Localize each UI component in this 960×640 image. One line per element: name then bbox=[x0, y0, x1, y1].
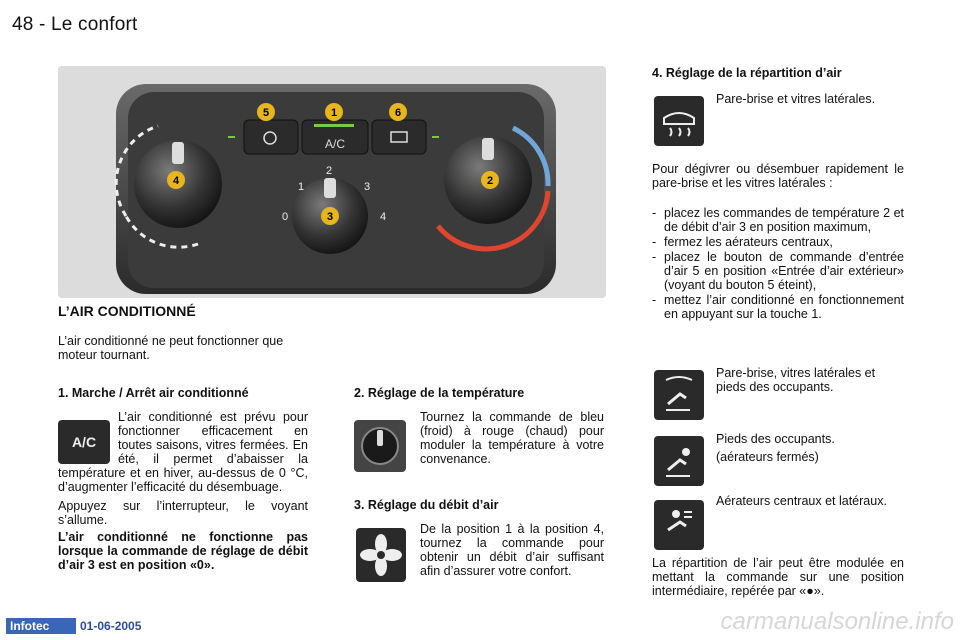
infotec-logo: Infotec bbox=[6, 618, 76, 634]
demist-step-3: - placez le bouton de commande d’entrée d’air 5 en position «Entrée d’air extérieur» (voyant du bouton 5 éteint), bbox=[652, 250, 904, 292]
demist-intro: Pour dégivrer ou désembuer rapidement le pare-brise et les vitres latérales : bbox=[652, 162, 904, 190]
section4-title: 4. Réglage de la répartition d’air bbox=[652, 66, 842, 80]
fan-icon bbox=[356, 528, 406, 582]
intro-title: L’AIR CONDITIONNÉ bbox=[58, 303, 196, 319]
section1-title: 1. Marche / Arrêt air conditionné bbox=[58, 386, 249, 400]
watermark: carmanualsonline.info bbox=[720, 608, 954, 635]
callout-6: 6 bbox=[394, 107, 402, 119]
ac-button-label: A/C bbox=[324, 137, 346, 151]
section1-paragraph-2: Appuyez sur l’interrupteur, le voyant s’allume. bbox=[58, 499, 308, 527]
section1-paragraph-1: L’air conditionné est prévu pour fonctionner efficacement en toutes saisons, vitres fermées. En été, il permet d’abaisser la température et en hiver, au-dessus de 0 °C, d’augmenter l’efficacité du désembuage. bbox=[58, 410, 308, 494]
mode-feet-note: (aérateurs fermés) bbox=[716, 450, 819, 464]
distribution-outro: La répartition de l’air peut être modulée en mettant la commande sur une position intermédiaire, repérée par «●». bbox=[652, 556, 904, 598]
section1-body bbox=[58, 410, 308, 572]
fan-scale-3: 3 bbox=[364, 181, 371, 193]
fan-scale-0: 0 bbox=[282, 211, 289, 223]
demist-step-4: - mettez l’air conditionné en fonctionnement en appuyant sur la touche 1. bbox=[652, 293, 904, 321]
section3-body: De la position 1 à la position 4, tournez la commande pour obtenir un débit d’air suffisant afin d’assurer votre confort. bbox=[420, 522, 604, 578]
face-vents-icon bbox=[654, 500, 704, 550]
ac-icon-label: A/C bbox=[71, 434, 97, 450]
temperature-knob-icon bbox=[354, 420, 406, 472]
demist-steps bbox=[652, 206, 904, 322]
mode-feet: Pieds des occupants. bbox=[716, 432, 835, 446]
callout-4: 4 bbox=[172, 175, 180, 187]
windscreen-feet-icon bbox=[654, 370, 704, 420]
fan-scale-4: 4 bbox=[380, 211, 387, 223]
callout-3: 3 bbox=[326, 211, 334, 223]
fan-scale-2: 2 bbox=[326, 165, 333, 177]
callout-1: 1 bbox=[330, 107, 338, 119]
feet-icon bbox=[654, 436, 704, 486]
intro-body: L’air conditionné ne peut fonctionner que moteur tournant. bbox=[58, 334, 284, 362]
demist-step-2: - fermez les aérateurs centraux, bbox=[652, 235, 904, 249]
section2-body: Tournez la commande de bleu (froid) à rouge (chaud) pour moduler la température à votre convenance. bbox=[420, 410, 604, 466]
mode-windscreen-feet: Pare-brise, vitres latérales et pieds des occupants. bbox=[716, 366, 876, 394]
mode-windscreen: Pare-brise et vitres latérales. bbox=[716, 92, 876, 106]
climate-control-panel bbox=[58, 66, 606, 298]
mode-face-vents: Aérateurs centraux et latéraux. bbox=[716, 494, 887, 508]
windscreen-demist-icon bbox=[654, 96, 704, 146]
section3-title: 3. Réglage du débit d’air bbox=[354, 498, 499, 512]
fan-scale-1: 1 bbox=[298, 181, 305, 193]
control-panel-drawing bbox=[58, 66, 606, 298]
callout-2: 2 bbox=[486, 175, 494, 187]
page-header: 48 - Le confort bbox=[12, 14, 138, 35]
section1-paragraph-3: L’air conditionné ne fonctionne pas lorsque la commande de réglage de débit d’air 3 est en position «0». bbox=[58, 530, 308, 572]
section2-title: 2. Réglage de la température bbox=[354, 386, 525, 400]
demist-step-1: - placez les commandes de température 2 et de débit d’air 3 en position maximum, bbox=[652, 206, 904, 234]
callout-5: 5 bbox=[262, 107, 270, 119]
footer-date: 01-06-2005 bbox=[80, 619, 142, 633]
